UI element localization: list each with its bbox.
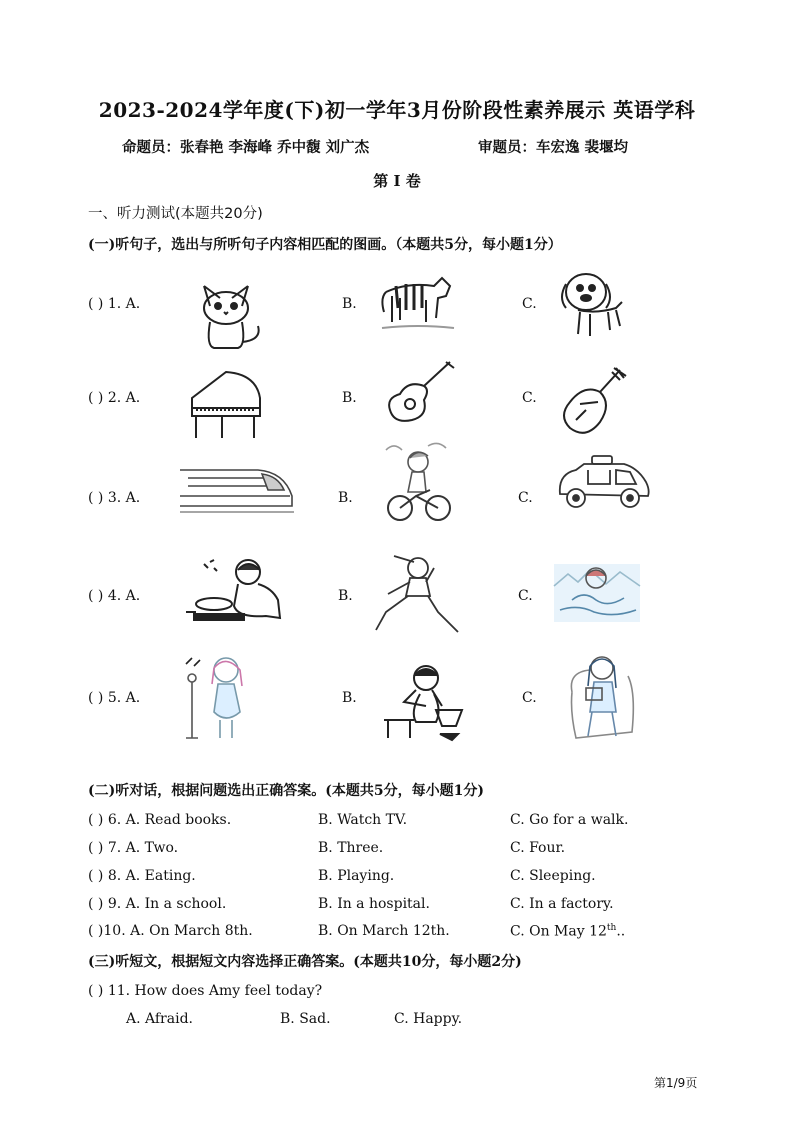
question-3-label: ( ) 3. A. bbox=[88, 490, 141, 506]
question-11-option-c: C. Happy. bbox=[394, 1011, 463, 1027]
reviewers-line: 审题员：车宏逸 裴堰均 bbox=[478, 139, 629, 156]
question-2-option-c: C. bbox=[522, 390, 537, 406]
question-2-label: ( ) 2. A. bbox=[88, 390, 141, 406]
taxi-icon bbox=[554, 452, 654, 516]
question-10-option-a: ( )10. A. On March 8th. bbox=[88, 923, 253, 939]
question-8-option-b: B. Playing. bbox=[318, 868, 395, 884]
dancing-icon bbox=[374, 552, 464, 642]
question-3-option-c: C. bbox=[518, 490, 533, 506]
question-7-option-a: ( ) 7. A. Two. bbox=[88, 840, 179, 856]
question-1-option-c: C. bbox=[522, 296, 537, 312]
question-7-option-c: C. Four. bbox=[510, 840, 566, 856]
cat-icon bbox=[196, 276, 266, 356]
train-icon bbox=[178, 462, 296, 522]
reading-icon bbox=[566, 652, 638, 750]
question-8-option-a: ( ) 8. A. Eating. bbox=[88, 868, 196, 884]
tiger-icon bbox=[378, 268, 456, 338]
question-10-option-b: B. On March 12th. bbox=[318, 923, 450, 939]
question-7-option-b: B. Three. bbox=[318, 840, 384, 856]
question-6-option-c: C. Go for a walk. bbox=[510, 812, 629, 828]
swimming-icon bbox=[554, 560, 640, 630]
question-9-option-c: C. In a factory. bbox=[510, 896, 614, 912]
part3-heading: (三)听短文，根据短文内容选择正确答案。(本题共10分，每小题2分) bbox=[88, 954, 522, 970]
question-5-option-c: C. bbox=[522, 690, 537, 706]
question-11-option-b: B. Sad. bbox=[280, 1011, 331, 1027]
question-8-option-c: C. Sleeping. bbox=[510, 868, 596, 884]
question-4-label: ( ) 4. A. bbox=[88, 588, 141, 604]
washing-icon bbox=[380, 662, 464, 750]
question-11-option-a: A. Afraid. bbox=[126, 1011, 193, 1027]
guitar-icon bbox=[384, 360, 456, 430]
page-title: 2023-2024学年度(下)初一学年3月份阶段性素养展示 英语学科 bbox=[98, 98, 696, 122]
page-number: 第1/9页 bbox=[654, 1076, 698, 1090]
part2-heading: (二)听对话，根据问题选出正确答案。(本题共5分，每小题1分) bbox=[88, 783, 484, 799]
question-1-option-b: B. bbox=[342, 296, 357, 312]
question-2-option-b: B. bbox=[342, 390, 357, 406]
section-heading: 一、听力测试(本题共20分) bbox=[88, 206, 263, 222]
question-9-option-b: B. In a hospital. bbox=[318, 896, 430, 912]
question-5-label: ( ) 5. A. bbox=[88, 690, 141, 706]
part1-heading: (一)听句子，选出与所听句子内容相匹配的图画。（本题共5分，每小题1分） bbox=[88, 237, 562, 253]
question-11-stem: ( ) 11. How does Amy feel today? bbox=[88, 983, 323, 999]
cooking-icon bbox=[186, 556, 286, 630]
question-6-option-b: B. Watch TV. bbox=[318, 812, 408, 828]
question-4-option-b: B. bbox=[338, 588, 353, 604]
pipa-icon bbox=[556, 364, 632, 444]
bike-icon bbox=[372, 440, 464, 530]
question-6-option-a: ( ) 6. A. Read books. bbox=[88, 812, 232, 828]
question-4-option-c: C. bbox=[518, 588, 533, 604]
dog-icon bbox=[556, 268, 632, 348]
question-3-option-b: B. bbox=[338, 490, 353, 506]
authors-line: 命题员：张春艳 李海峰 乔中馥 刘广杰 bbox=[122, 139, 370, 156]
singing-icon bbox=[184, 652, 260, 748]
question-9-option-a: ( ) 9. A. In a school. bbox=[88, 896, 227, 912]
piano-icon bbox=[186, 368, 266, 446]
question-10-option-c: C. On May 12th.. bbox=[510, 923, 626, 940]
question-1-label: ( ) 1. A. bbox=[88, 296, 141, 312]
volume-label: 第 I 卷 bbox=[373, 172, 421, 190]
question-5-option-b: B. bbox=[342, 690, 357, 706]
